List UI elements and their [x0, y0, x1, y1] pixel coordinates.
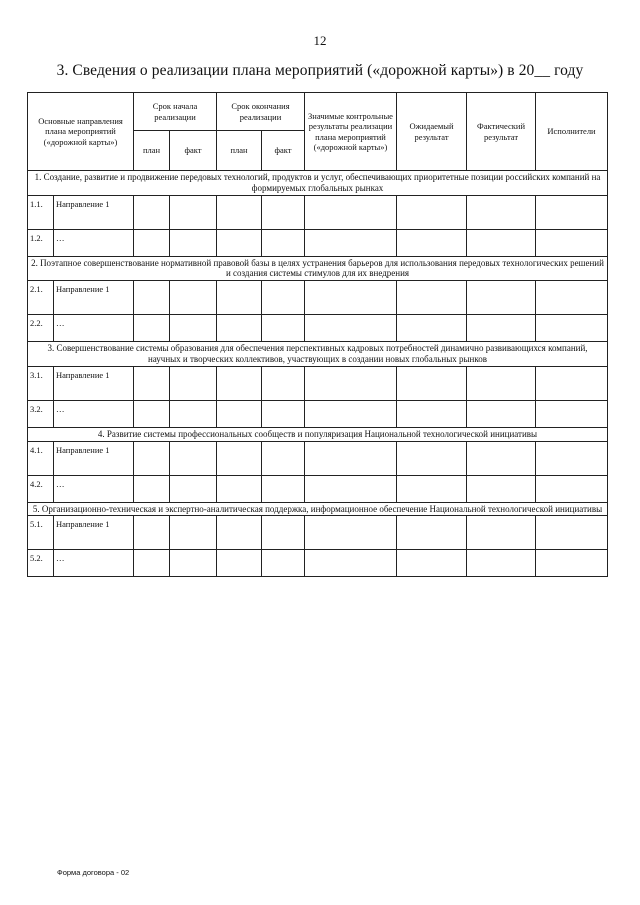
- header-main-directions: Основные направления плана мероприятий («дорожной карты»): [28, 93, 134, 171]
- empty-cell[interactable]: [397, 400, 467, 427]
- empty-cell[interactable]: [397, 516, 467, 550]
- section-title: 5. Организационно-техническая и экспертно-аналитическая поддержка, информационное обеспечение Национальной технологической инициативы: [28, 502, 608, 516]
- empty-cell[interactable]: [536, 229, 608, 256]
- section-title: 3. Совершенствование системы образования для обеспечения перспективных кадровых потребностей динамично развивающихся компаний, научных и творческих коллективов, участвующих в создании новых глобальных рынков: [28, 342, 608, 367]
- empty-cell[interactable]: [262, 366, 305, 400]
- empty-cell[interactable]: [305, 366, 397, 400]
- form-footer: Форма договора - 02: [57, 868, 130, 877]
- direction-cell: …: [54, 315, 134, 342]
- empty-cell[interactable]: [170, 195, 217, 229]
- empty-cell[interactable]: [467, 550, 536, 577]
- table-row: [28, 516, 608, 550]
- direction-cell: …: [54, 550, 134, 577]
- empty-cell[interactable]: [305, 475, 397, 502]
- header-end-fact: факт: [262, 131, 305, 171]
- empty-cell[interactable]: [305, 441, 397, 475]
- table-row: [28, 281, 608, 315]
- table-row: [28, 441, 608, 475]
- direction-cell: Направление 1: [54, 441, 134, 475]
- empty-cell[interactable]: [217, 516, 262, 550]
- empty-cell[interactable]: [170, 281, 217, 315]
- empty-cell[interactable]: [536, 366, 608, 400]
- section-header-row: [28, 427, 608, 441]
- empty-cell[interactable]: [134, 475, 170, 502]
- empty-cell[interactable]: [536, 195, 608, 229]
- empty-cell[interactable]: [397, 550, 467, 577]
- empty-cell[interactable]: [397, 441, 467, 475]
- row-number: 2.1.: [28, 281, 54, 315]
- empty-cell[interactable]: [305, 229, 397, 256]
- empty-cell[interactable]: [262, 195, 305, 229]
- direction-cell: …: [54, 400, 134, 427]
- header-executors: Исполнители: [536, 93, 608, 171]
- table-row: [28, 229, 608, 256]
- empty-cell[interactable]: [134, 366, 170, 400]
- empty-cell[interactable]: [536, 281, 608, 315]
- row-number: 4.1.: [28, 441, 54, 475]
- empty-cell[interactable]: [170, 516, 217, 550]
- direction-cell: Направление 1: [54, 281, 134, 315]
- header-expected-result: Ожидаемый результат: [397, 93, 467, 171]
- empty-cell[interactable]: [134, 441, 170, 475]
- empty-cell[interactable]: [305, 281, 397, 315]
- header-key-results: Значимые контрольные результаты реализации плана мероприятий («дорожной карты»): [305, 93, 397, 171]
- header-actual-result: Фактический результат: [467, 93, 536, 171]
- empty-cell[interactable]: [134, 315, 170, 342]
- page-number: 12: [313, 33, 327, 48]
- section-header-row: [28, 342, 608, 367]
- section-title: 2. Поэтапное совершенствование нормативной правовой базы в целях устранения барьеров для использования передовых технологических решений и создания системы стимулов для их внедрения: [28, 256, 608, 281]
- empty-cell[interactable]: [397, 315, 467, 342]
- table-row: [28, 400, 608, 427]
- empty-cell[interactable]: [305, 315, 397, 342]
- empty-cell[interactable]: [217, 229, 262, 256]
- empty-cell[interactable]: [170, 229, 217, 256]
- empty-cell[interactable]: [467, 195, 536, 229]
- row-number: 5.1.: [28, 516, 54, 550]
- empty-cell[interactable]: [134, 550, 170, 577]
- empty-cell[interactable]: [262, 400, 305, 427]
- empty-cell[interactable]: [305, 195, 397, 229]
- empty-cell[interactable]: [170, 366, 217, 400]
- empty-cell[interactable]: [217, 400, 262, 427]
- empty-cell[interactable]: [170, 550, 217, 577]
- empty-cell[interactable]: [397, 195, 467, 229]
- empty-cell[interactable]: [305, 516, 397, 550]
- empty-cell[interactable]: [134, 195, 170, 229]
- empty-cell[interactable]: [536, 550, 608, 577]
- empty-cell[interactable]: [467, 281, 536, 315]
- empty-cell[interactable]: [134, 400, 170, 427]
- empty-cell[interactable]: [536, 475, 608, 502]
- empty-cell[interactable]: [536, 441, 608, 475]
- empty-cell[interactable]: [217, 366, 262, 400]
- empty-cell[interactable]: [467, 229, 536, 256]
- empty-cell[interactable]: [262, 315, 305, 342]
- empty-cell[interactable]: [134, 516, 170, 550]
- row-number: 3.1.: [28, 366, 54, 400]
- empty-cell[interactable]: [397, 229, 467, 256]
- table-row: [28, 195, 608, 229]
- row-number: 1.2.: [28, 229, 54, 256]
- direction-cell: …: [54, 229, 134, 256]
- row-number: 4.2.: [28, 475, 54, 502]
- empty-cell[interactable]: [170, 315, 217, 342]
- table-row: [28, 550, 608, 577]
- empty-cell[interactable]: [262, 516, 305, 550]
- header-end-plan: план: [217, 131, 262, 171]
- empty-cell[interactable]: [467, 366, 536, 400]
- table-row: [28, 366, 608, 400]
- row-number: 3.2.: [28, 400, 54, 427]
- empty-cell[interactable]: [467, 516, 536, 550]
- roadmap-table: [27, 92, 608, 577]
- header-end-term: Срок окончания реализации: [217, 93, 305, 131]
- empty-cell[interactable]: [467, 475, 536, 502]
- header-start-term: Срок начала реализации: [134, 93, 217, 131]
- row-number: 5.2.: [28, 550, 54, 577]
- empty-cell[interactable]: [262, 281, 305, 315]
- empty-cell[interactable]: [262, 229, 305, 256]
- section-header-row: [28, 171, 608, 196]
- empty-cell[interactable]: [262, 441, 305, 475]
- empty-cell[interactable]: [217, 441, 262, 475]
- section-header-row: [28, 256, 608, 281]
- empty-cell[interactable]: [134, 229, 170, 256]
- section-header-row: [28, 502, 608, 516]
- direction-cell: Направление 1: [54, 516, 134, 550]
- direction-cell: Направление 1: [54, 366, 134, 400]
- empty-cell[interactable]: [467, 441, 536, 475]
- empty-cell[interactable]: [170, 441, 217, 475]
- direction-cell: Направление 1: [54, 195, 134, 229]
- empty-cell[interactable]: [217, 315, 262, 342]
- row-number: 1.1.: [28, 195, 54, 229]
- empty-cell[interactable]: [397, 475, 467, 502]
- direction-cell: …: [54, 475, 134, 502]
- empty-cell[interactable]: [305, 400, 397, 427]
- empty-cell[interactable]: [536, 516, 608, 550]
- table-row: [28, 315, 608, 342]
- empty-cell[interactable]: [467, 400, 536, 427]
- empty-cell[interactable]: [217, 550, 262, 577]
- empty-cell[interactable]: [134, 281, 170, 315]
- empty-cell[interactable]: [217, 475, 262, 502]
- empty-cell[interactable]: [397, 366, 467, 400]
- empty-cell[interactable]: [262, 550, 305, 577]
- empty-cell[interactable]: [217, 281, 262, 315]
- empty-cell[interactable]: [217, 195, 262, 229]
- section-title: 4. Развитие системы профессиональных сообществ и популяризация Национальной технологической инициативы: [28, 427, 608, 441]
- empty-cell[interactable]: [262, 475, 305, 502]
- empty-cell[interactable]: [170, 400, 217, 427]
- empty-cell[interactable]: [397, 281, 467, 315]
- empty-cell[interactable]: [170, 475, 217, 502]
- empty-cell[interactable]: [536, 400, 608, 427]
- empty-cell[interactable]: [305, 550, 397, 577]
- section-title: 1. Создание, развитие и продвижение передовых технологий, продуктов и услуг, обеспечивающих приоритетные позиции российских компаний на формируемых глобальных рынках: [28, 171, 608, 196]
- header-start-fact: факт: [170, 131, 217, 171]
- empty-cell[interactable]: [467, 315, 536, 342]
- page-title: 3. Сведения о реализации плана мероприятий («дорожной карты») в 20__ году: [56, 62, 584, 79]
- empty-cell[interactable]: [536, 315, 608, 342]
- row-number: 2.2.: [28, 315, 54, 342]
- table-row: [28, 475, 608, 502]
- header-start-plan: план: [134, 131, 170, 171]
